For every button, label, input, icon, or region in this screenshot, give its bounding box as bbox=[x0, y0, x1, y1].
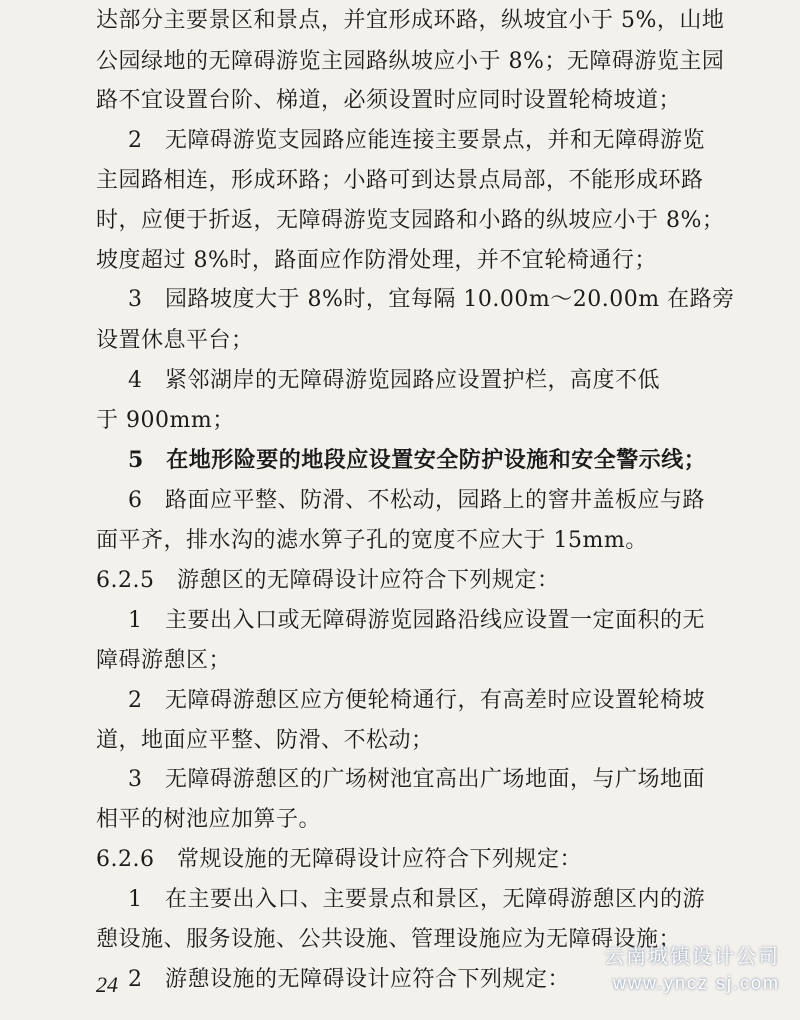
text-line: 设置休息平台； bbox=[96, 328, 254, 353]
text-line: 道，地面应平整、防滑、不松动； bbox=[96, 728, 434, 753]
text-line: 1 在主要出入口、主要景点和景区，无障碍游憩区内的游 bbox=[128, 887, 705, 912]
text-line: 面平齐，排水沟的滤水箅子孔的宽度不应大于 15mm。 bbox=[96, 528, 648, 553]
text-line: 障碍游憩区； bbox=[96, 648, 232, 673]
text-line: 达部分主要景区和景点，并宜形成环路，纵坡宜小于 5%，山地 bbox=[96, 8, 725, 33]
text-line: 2 无障碍游览支园路应能连接主要景点，并和无障碍游览 bbox=[128, 128, 705, 153]
text-line: 路不宜设置台阶、梯道，必须设置时应同时设置轮椅坡道； bbox=[96, 88, 682, 113]
text-line: 主园路相连，形成环路；小路可到达景点局部，不能形成环路 bbox=[96, 168, 704, 193]
text-line: 2 游憩设施的无障碍设计应符合下列规定： bbox=[128, 967, 570, 992]
section-heading-6-2-5: 6.2.5 游憩区的无障碍设计应符合下列规定： bbox=[96, 568, 560, 593]
text-line: 3 园路坡度大于 8%时，宜每隔 10.00m～20.00m 在路旁 bbox=[128, 287, 735, 312]
text-line: 憩设施、服务设施、公共设施、管理设施应为无障碍设施； bbox=[96, 927, 682, 952]
text-line: 坡度超过 8%时，路面应作防滑处理，并不宜轮椅通行； bbox=[96, 248, 657, 273]
section-heading-6-2-6: 6.2.6 常规设施的无障碍设计应符合下列规定： bbox=[96, 847, 582, 872]
text-line: 6 路面应平整、防滑、不松动，园路上的窨井盖板应与路 bbox=[128, 488, 705, 513]
text-line: 公园绿地的无障碍游览主园路纵坡应小于 8%；无障碍游览主园 bbox=[96, 49, 725, 74]
text-line: 于 900mm； bbox=[96, 408, 235, 433]
watermark-url: www.yncz sj.com bbox=[612, 973, 780, 993]
text-line: 1 主要出入口或无障碍游览园路沿线应设置一定面积的无 bbox=[128, 608, 705, 633]
watermark-company-name: 云南城镇设计公司 bbox=[604, 946, 780, 968]
text-line: 时，应便于折返，无障碍游览支园路和小路的纵坡应小于 8%； bbox=[96, 208, 725, 233]
text-line: 2 无障碍游憩区应方便轮椅通行，有高差时应设置轮椅坡 bbox=[128, 688, 705, 713]
page-number: 24 bbox=[96, 972, 118, 997]
text-line-bold: 5 在地形险要的地段应设置安全防护设施和安全警示线； bbox=[128, 447, 707, 473]
text-line: 4 紧邻湖岸的无障碍游览园路应设置护栏，高度不低 bbox=[128, 368, 660, 393]
text-line: 相平的树池应加箅子。 bbox=[96, 807, 322, 832]
watermark bbox=[604, 944, 780, 996]
text-line: 3 无障碍游憩区的广场树池宜高出广场地面，与广场地面 bbox=[128, 767, 705, 792]
